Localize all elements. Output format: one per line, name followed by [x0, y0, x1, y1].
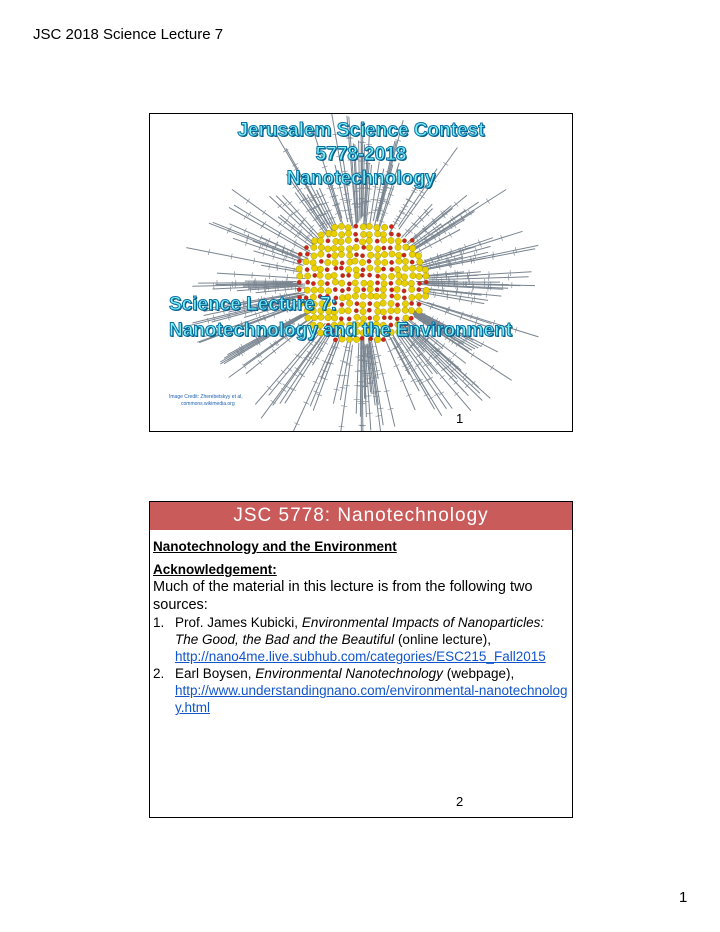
- oxygen-atom: [389, 232, 393, 236]
- ligand-bond: [405, 350, 410, 353]
- core-atom: [380, 286, 386, 292]
- ligand-bond: [411, 202, 416, 205]
- ligand-bond: [278, 230, 281, 235]
- core-atom: [368, 293, 374, 299]
- core-atom: [318, 232, 324, 238]
- ligand-bond: [443, 288, 444, 294]
- ligand-chain: [356, 343, 359, 414]
- oxygen-atom: [390, 288, 394, 292]
- core-atom: [360, 293, 366, 299]
- core-atom: [332, 259, 338, 265]
- core-atom: [375, 253, 381, 259]
- core-atom: [402, 301, 408, 307]
- ligand-chain: [413, 202, 479, 247]
- reference-author: Prof. James Kubicki,: [175, 615, 299, 630]
- ligand-bond: [248, 212, 251, 217]
- reference-author: Earl Boysen,: [175, 666, 252, 681]
- core-atom: [396, 272, 402, 278]
- core-atom: [353, 267, 359, 273]
- image-credit-line-1: Image Credit: Zherebetskyy et al,: [169, 394, 243, 400]
- core-atom: [415, 253, 421, 259]
- ligand-bond: [299, 200, 304, 204]
- oxygen-atom: [347, 282, 351, 286]
- oxygen-atom: [297, 259, 301, 263]
- oxygen-atom: [340, 273, 344, 277]
- ligand-chain: [339, 345, 353, 431]
- ligand-bond: [339, 426, 345, 427]
- core-atom: [297, 273, 303, 279]
- oxygen-atom: [333, 287, 337, 291]
- core-atom: [422, 267, 428, 273]
- core-atom: [345, 307, 351, 313]
- core-atom: [380, 300, 386, 306]
- core-atom: [409, 265, 415, 271]
- core-atom: [366, 244, 372, 250]
- ligand-bond: [417, 362, 422, 365]
- ligand-bond: [321, 220, 326, 223]
- core-atom: [417, 259, 423, 265]
- slide-heading: Nanotechnology and the Environment: [153, 539, 397, 554]
- core-atom: [402, 258, 408, 264]
- reference-number: 2.: [153, 666, 165, 681]
- core-atom: [338, 223, 344, 229]
- image-credit: [169, 394, 243, 408]
- oxygen-atom: [297, 287, 301, 291]
- core-atom: [304, 273, 310, 279]
- ligand-bond: [428, 377, 433, 380]
- oxygen-atom: [360, 273, 364, 277]
- ligand-chain: [217, 273, 305, 278]
- core-atom: [345, 230, 351, 236]
- slide-content: [153, 538, 568, 716]
- oxygen-atom: [346, 287, 350, 291]
- core-atom: [367, 252, 373, 258]
- core-atom: [375, 266, 381, 272]
- oxygen-atom: [361, 287, 365, 291]
- oxygen-atom: [389, 260, 393, 264]
- slide-subtitle-line-2: Nanotechnology and the Environment: [169, 320, 513, 341]
- ligand-bond: [419, 190, 424, 193]
- ligand-bond: [471, 352, 474, 357]
- ligand-bond: [471, 290, 472, 296]
- page-number: 1: [679, 889, 688, 906]
- ligand-bond: [455, 270, 456, 276]
- oxygen-atom: [389, 224, 393, 228]
- oxygen-atom: [339, 266, 343, 270]
- oxygen-atom: [340, 302, 344, 306]
- oxygen-atom: [376, 274, 380, 278]
- core-atom: [394, 307, 400, 313]
- core-atom: [415, 293, 421, 299]
- reference-link[interactable]: http://www.understandingnano.com/environmental-nanotechnology.html: [175, 683, 568, 715]
- ligand-bond: [341, 406, 347, 407]
- core-atom: [325, 246, 331, 252]
- core-atom: [360, 224, 366, 230]
- core-atom: [338, 238, 344, 244]
- ligand-bond: [378, 408, 384, 409]
- core-atom: [317, 272, 323, 278]
- core-atom: [374, 224, 380, 230]
- ligand-bond: [376, 416, 382, 417]
- slide-number: 2: [456, 794, 464, 809]
- oxygen-atom: [389, 281, 393, 285]
- core-atom: [396, 258, 402, 264]
- core-atom: [360, 302, 366, 308]
- ligand-bond: [486, 292, 487, 298]
- core-atom: [381, 224, 387, 230]
- ligand-chain: [234, 205, 310, 251]
- slide-2: [149, 501, 573, 818]
- core-atom: [318, 251, 324, 257]
- core-atom: [311, 244, 317, 250]
- oxygen-atom: [402, 239, 406, 243]
- core-atom: [345, 224, 351, 230]
- core-atom: [374, 302, 380, 308]
- ligand-chain: [261, 336, 321, 418]
- reference-note: (webpage),: [446, 666, 515, 681]
- core-atom: [380, 309, 386, 315]
- reference-title: Environmental Nanotechnology: [255, 666, 443, 681]
- core-atom: [380, 293, 386, 299]
- oxygen-atom: [355, 301, 359, 305]
- core-atom: [409, 245, 415, 251]
- core-atom: [352, 293, 358, 299]
- oxygen-atom: [367, 259, 371, 263]
- core-atom: [311, 265, 317, 271]
- ligand-chain: [415, 190, 506, 248]
- core-atom: [401, 274, 407, 280]
- core-atom: [423, 273, 429, 279]
- core-atom: [373, 293, 379, 299]
- core-atom: [318, 287, 324, 293]
- ligand-bond: [372, 378, 378, 379]
- core-atom: [359, 239, 365, 245]
- core-atom: [332, 224, 338, 230]
- ligand-bond: [434, 393, 439, 396]
- core-atom: [422, 293, 428, 299]
- ligand-bond: [246, 199, 250, 204]
- slide-number: 1: [456, 411, 464, 426]
- oxygen-atom: [313, 273, 317, 277]
- core-atom: [389, 251, 395, 257]
- core-atom: [408, 280, 414, 286]
- oxygen-atom: [340, 261, 344, 265]
- ligand-bond: [439, 392, 444, 395]
- core-atom: [416, 265, 422, 271]
- core-atom: [338, 246, 344, 252]
- core-atom: [317, 266, 323, 272]
- core-atom: [366, 223, 372, 229]
- ligand-bond: [308, 342, 313, 346]
- core-atom: [375, 308, 381, 314]
- oxygen-atom: [305, 252, 309, 256]
- oxygen-atom: [410, 238, 414, 242]
- ligand-bond: [313, 218, 318, 221]
- reference-link[interactable]: http://nano4me.live.subhub.com/categories/ESC215_Fall2015: [175, 649, 546, 664]
- core-atom: [409, 251, 415, 257]
- oxygen-atom: [298, 252, 302, 256]
- core-atom: [361, 280, 367, 286]
- reference-2: [153, 665, 568, 716]
- core-atom: [366, 232, 372, 238]
- oxygen-atom: [395, 303, 399, 307]
- core-atom: [402, 280, 408, 286]
- ligand-bond: [278, 222, 282, 227]
- core-atom: [388, 300, 394, 306]
- core-atom: [388, 273, 394, 279]
- oxygen-atom: [305, 267, 309, 271]
- page-header: JSC 2018 Science Lecture 7: [33, 26, 224, 43]
- core-atom: [303, 258, 309, 264]
- ligand-chain: [414, 219, 465, 250]
- slide-subtitle-line-1: Science Lecture 7:: [169, 294, 337, 315]
- oxygen-atom: [325, 281, 329, 285]
- core-atom: [374, 259, 380, 265]
- oxygen-atom: [409, 301, 413, 305]
- core-atom: [359, 259, 365, 265]
- core-atom: [331, 245, 337, 251]
- ligand-bond: [437, 272, 438, 278]
- core-atom: [354, 287, 360, 293]
- oxygen-atom: [381, 267, 385, 271]
- oxygen-atom: [362, 245, 366, 249]
- oxygen-atom: [353, 232, 357, 236]
- core-atom: [338, 251, 344, 257]
- core-atom: [317, 238, 323, 244]
- core-atom: [352, 280, 358, 286]
- ligand-bond: [319, 227, 324, 230]
- ligand-bond: [309, 360, 314, 363]
- core-atom: [375, 246, 381, 252]
- oxygen-atom: [367, 273, 371, 277]
- core-atom: [332, 279, 338, 285]
- core-atom: [338, 232, 344, 238]
- core-atom: [346, 300, 352, 306]
- core-atom: [380, 237, 386, 243]
- core-atom: [331, 272, 337, 278]
- oxygen-atom: [417, 287, 421, 291]
- core-atom: [423, 287, 429, 293]
- oxygen-atom: [390, 267, 394, 271]
- ligand-bond: [347, 365, 353, 366]
- oxygen-atom: [424, 280, 428, 284]
- core-atom: [409, 294, 415, 300]
- core-atom: [318, 280, 324, 286]
- core-atom: [402, 265, 408, 271]
- oxygen-atom: [390, 294, 394, 298]
- core-atom: [396, 279, 402, 285]
- core-atom: [388, 237, 394, 243]
- oxygen-atom: [361, 268, 365, 272]
- ligand-bond: [469, 270, 470, 276]
- core-atom: [388, 308, 394, 314]
- core-atom: [367, 280, 373, 286]
- core-atom: [394, 286, 400, 292]
- banner-title: JSC 5778: Nanotechnology: [233, 505, 489, 526]
- core-atom: [304, 287, 310, 293]
- core-atom: [403, 244, 409, 250]
- ligand-bond: [262, 210, 266, 215]
- oxygen-atom: [417, 302, 421, 306]
- core-atom: [360, 231, 366, 237]
- oxygen-atom: [304, 245, 308, 249]
- core-atom: [311, 238, 317, 244]
- ligand-bond: [344, 385, 350, 386]
- core-atom: [339, 308, 345, 314]
- core-atom: [311, 287, 317, 293]
- core-atom: [367, 265, 373, 271]
- core-atom: [374, 231, 380, 237]
- ligand-bond: [442, 287, 443, 293]
- ligand-bond: [294, 233, 298, 238]
- core-atom: [346, 246, 352, 252]
- slide-1: [149, 113, 573, 432]
- ligand-bond: [275, 288, 276, 294]
- oxygen-atom: [354, 252, 358, 256]
- ligand-bond: [408, 211, 413, 214]
- core-atom: [410, 272, 416, 278]
- reference-number: 1.: [153, 615, 165, 630]
- oxygen-atom: [319, 259, 323, 263]
- core-atom: [396, 252, 402, 258]
- core-atom: [296, 266, 302, 272]
- ligand-bond: [415, 364, 420, 367]
- oxygen-atom: [375, 239, 379, 243]
- slide-title-line-3: Nanotechnology: [286, 168, 436, 189]
- oxygen-atom: [326, 239, 330, 243]
- oxygen-atom: [311, 281, 315, 285]
- oxygen-atom: [360, 254, 364, 258]
- reference-note: (online lecture),: [397, 632, 491, 647]
- core-atom: [408, 307, 414, 313]
- oxygen-atom: [354, 238, 358, 242]
- core-atom: [395, 238, 401, 244]
- oxygen-atom: [375, 281, 379, 285]
- core-atom: [367, 286, 373, 292]
- ligand-bond: [308, 356, 313, 359]
- ligand-bond: [420, 195, 425, 198]
- oxygen-atom: [388, 246, 392, 250]
- ligand-bond: [306, 209, 311, 213]
- oxygen-atom: [334, 266, 338, 270]
- core-atom: [311, 253, 317, 259]
- oxygen-atom: [368, 301, 372, 305]
- core-atom: [345, 294, 351, 300]
- core-atom: [339, 280, 345, 286]
- oxygen-atom: [396, 233, 400, 237]
- oxygen-atom: [382, 246, 386, 250]
- oxygen-atom: [354, 224, 358, 228]
- core-atom: [402, 307, 408, 313]
- ligand-bond: [490, 365, 493, 370]
- core-atom: [339, 295, 345, 301]
- reference-title: Environmental Impacts of Nanoparticles: The Good, the Bad and the Beautiful: [175, 615, 545, 647]
- core-atom: [380, 274, 386, 280]
- ligand-chain: [321, 339, 338, 379]
- core-atom: [382, 259, 388, 265]
- core-atom: [394, 294, 400, 300]
- slide-title-line-1: Jerusalem Science Contest: [237, 120, 485, 141]
- oxygen-atom: [367, 308, 371, 312]
- ligand-bond: [469, 291, 470, 297]
- core-atom: [345, 266, 351, 272]
- core-atom: [381, 251, 387, 257]
- core-atom: [381, 281, 387, 287]
- oxygen-atom: [402, 296, 406, 300]
- oxygen-atom: [402, 289, 406, 293]
- image-credit-line-2: commons.wikimedia.org: [181, 401, 235, 407]
- core-atom: [395, 244, 401, 250]
- oxygen-atom: [340, 288, 344, 292]
- acknowledgement-label: Acknowledgement:: [153, 562, 277, 577]
- core-atom: [325, 273, 331, 279]
- core-atom: [332, 252, 338, 258]
- oxygen-atom: [327, 254, 331, 258]
- core-atom: [409, 286, 415, 292]
- core-atom: [347, 252, 353, 258]
- slide-title-line-2: 5778-2018: [315, 144, 407, 165]
- intro-text: Much of the material in this lecture is from the following two sources:: [153, 579, 533, 613]
- oxygen-atom: [297, 280, 301, 284]
- core-atom: [416, 273, 422, 279]
- oxygen-atom: [354, 309, 358, 313]
- slide-banner: [150, 502, 572, 530]
- ligand-bond: [486, 199, 489, 204]
- core-atom: [354, 272, 360, 278]
- core-atom: [366, 237, 372, 243]
- core-atom: [394, 266, 400, 272]
- ligand-bond: [261, 224, 264, 229]
- core-atom: [318, 244, 324, 250]
- core-atom: [331, 230, 337, 236]
- ligand-chain: [427, 289, 501, 296]
- core-atom: [353, 244, 359, 250]
- oxygen-atom: [410, 260, 414, 264]
- core-atom: [360, 308, 366, 314]
- core-atom: [345, 237, 351, 243]
- reference-1: [153, 614, 568, 665]
- oxygen-atom: [402, 253, 406, 257]
- oxygen-atom: [417, 281, 421, 285]
- core-atom: [416, 307, 422, 313]
- core-atom: [325, 259, 331, 265]
- ligand-chain: [374, 339, 395, 427]
- oxygen-atom: [325, 267, 329, 271]
- oxygen-atom: [375, 287, 379, 291]
- ligand-chain: [287, 341, 334, 431]
- core-atom: [352, 258, 358, 264]
- oxygen-atom: [346, 273, 350, 277]
- oxygen-atom: [306, 280, 310, 284]
